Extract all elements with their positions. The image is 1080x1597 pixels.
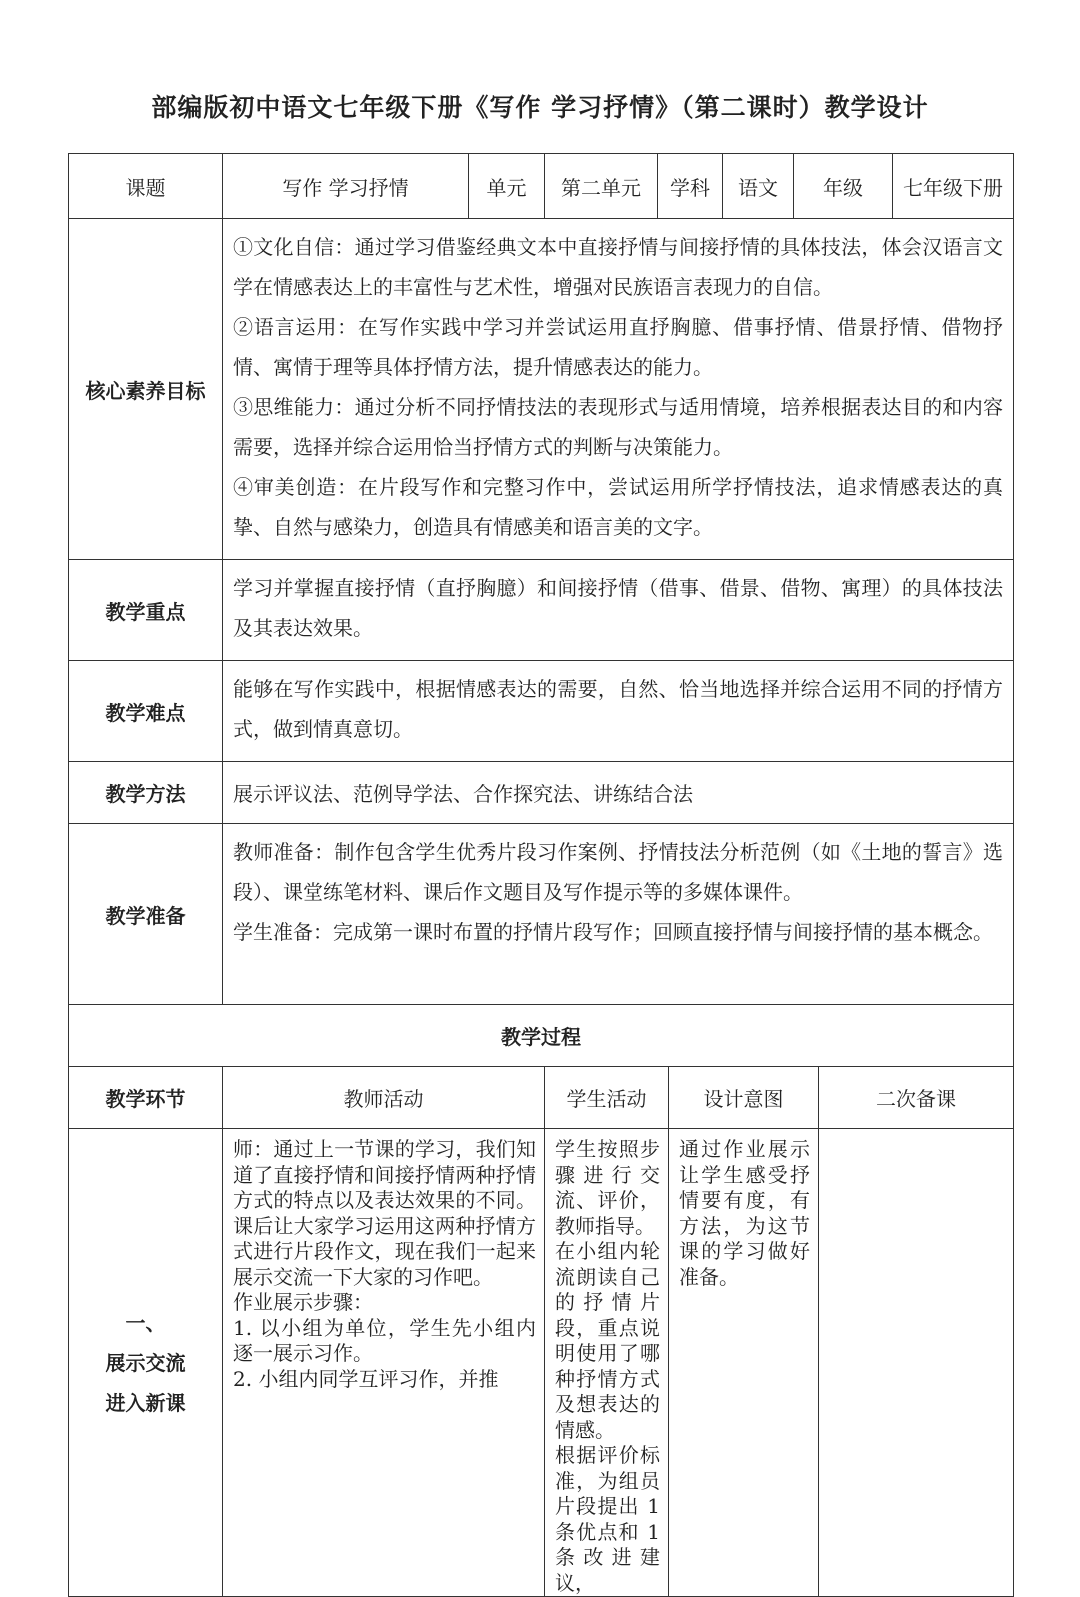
process-heading-row bbox=[69, 1005, 1014, 1067]
col-second-prep: 二次备课 bbox=[819, 1067, 1014, 1129]
teacher-intro: 师：通过上一节课的学习，我们知道了直接抒情和间接抒情两种抒情方式的特点以及表达效果的不同。课后让大家学习运用这两种抒情方式进行片段作文，现在我们一起来展示交流一下大家的习作吧。 bbox=[233, 1137, 536, 1289]
teacher-step: 1. 以小组为单位，学生先小组内逐一展示习作。 bbox=[233, 1315, 536, 1365]
grade-label: 年级 bbox=[794, 154, 893, 219]
student-activity-para: 根据评价标准，为组员片段提出 1 条优点和 1 条改进建议， bbox=[555, 1443, 660, 1595]
col-student-activity: 学生活动 bbox=[545, 1067, 669, 1129]
key-point-label: 教学重点 bbox=[69, 560, 223, 661]
goal-item: ①文化自信：通过学习借鉴经典文本中直接抒情与间接抒情的具体技法，体会汉语言文学在情感表达上的丰富性与艺术性，增强对民族语言表现力的自信。 bbox=[233, 235, 1003, 299]
unit-label: 单元 bbox=[469, 154, 545, 219]
goal-item: ②语言运用：在写作实践中学习并尝试运用直抒胸臆、借事抒情、借景抒情、借物抒情、寓情于理等具体抒情方法，提升情感表达的能力。 bbox=[233, 315, 1003, 379]
preparation-row bbox=[69, 824, 1014, 1005]
stage-1-label bbox=[69, 1129, 223, 1597]
stage-1-design-intent: 通过作业展示让学生感受抒情要有度，有方法，为这节课的学习做好准备。 bbox=[669, 1129, 819, 1597]
preparation-label: 教学准备 bbox=[69, 824, 223, 1005]
teacher-step: 2. 小组内同学互评习作，并推 bbox=[233, 1366, 499, 1391]
topic-value: 写作 学习抒情 bbox=[223, 154, 469, 219]
methods-label: 教学方法 bbox=[69, 762, 223, 824]
teacher-steps-title: 作业展示步骤： bbox=[233, 1290, 373, 1314]
goals-row bbox=[69, 219, 1014, 560]
stage-1-number: 一、 bbox=[125, 1310, 166, 1335]
col-design-intent: 设计意图 bbox=[669, 1067, 819, 1129]
key-point-row bbox=[69, 560, 1014, 661]
col-stage: 教学环节 bbox=[69, 1067, 223, 1129]
col-teacher-activity: 教师活动 bbox=[223, 1067, 545, 1129]
goal-item: ④审美创造：在片段写作和完整习作中，尝试运用所学抒情技法，追求情感表达的真挚、自然与感染力，创造具有情感美和语言美的文字。 bbox=[233, 475, 1003, 539]
stage-1-student-activity bbox=[545, 1129, 669, 1597]
student-activity-para: 在小组内轮流朗读自己的抒情片段，重点说明使用了哪种抒情方式及想表达的情感。 bbox=[555, 1239, 660, 1442]
preparation-content bbox=[223, 824, 1014, 1005]
stage-1-line: 进入新课 bbox=[105, 1390, 186, 1415]
methods-text: 展示评议法、范例导学法、合作探究法、讲练结合法 bbox=[223, 762, 1014, 824]
difficulty-text: 能够在写作实践中，根据情感表达的需要，自然、恰当地选择并综合运用不同的抒情方式，做到情真意切。 bbox=[223, 661, 1014, 762]
goal-item: ③思维能力：通过分析不同抒情技法的表现形式与适用情境，培养根据表达目的和内容需要，选择并综合运用恰当抒情方式的判断与决策能力。 bbox=[233, 395, 1003, 459]
unit-value: 第二单元 bbox=[545, 154, 658, 219]
student-preparation: 学生准备：完成第一课时布置的抒情片段写作；回顾直接抒情与间接抒情的基本概念。 bbox=[233, 920, 993, 944]
stage-1-line: 展示交流 bbox=[105, 1350, 186, 1375]
stage-1-teacher-activity bbox=[223, 1129, 545, 1597]
document-title: 部编版初中语文七年级下册《写作 学习抒情》（第二课时）教学设计 bbox=[151, 93, 929, 122]
subject-value: 语文 bbox=[723, 154, 794, 219]
teacher-preparation: 教师准备：制作包含学生优秀片段习作案例、抒情技法分析范例（如《土地的誓言》选段）、课堂练笔材料、课后作文题目及写作提示等的多媒体课件。 bbox=[233, 840, 1003, 904]
header-row bbox=[69, 154, 1014, 219]
difficulty-label: 教学难点 bbox=[69, 661, 223, 762]
key-point-text: 学习并掌握直接抒情（直抒胸臆）和间接抒情（借事、借景、借物、寓理）的具体技法及其表达效果。 bbox=[223, 560, 1014, 661]
process-heading: 教学过程 bbox=[69, 1005, 1014, 1067]
subject-label: 学科 bbox=[658, 154, 723, 219]
grade-value: 七年级下册 bbox=[893, 154, 1014, 219]
goals-content bbox=[223, 219, 1014, 560]
lesson-plan-table bbox=[68, 153, 1014, 1597]
goals-label: 核心素养目标 bbox=[69, 219, 223, 560]
process-columns-row bbox=[69, 1067, 1014, 1129]
student-activity-para: 学生按照步骤进行交流、评价，教师指导。 bbox=[555, 1137, 660, 1238]
difficulty-row bbox=[69, 661, 1014, 762]
stage-1-row bbox=[69, 1129, 1014, 1597]
topic-label: 课题 bbox=[69, 154, 223, 219]
methods-row bbox=[69, 762, 1014, 824]
stage-1-second-prep[interactable] bbox=[819, 1129, 1014, 1597]
